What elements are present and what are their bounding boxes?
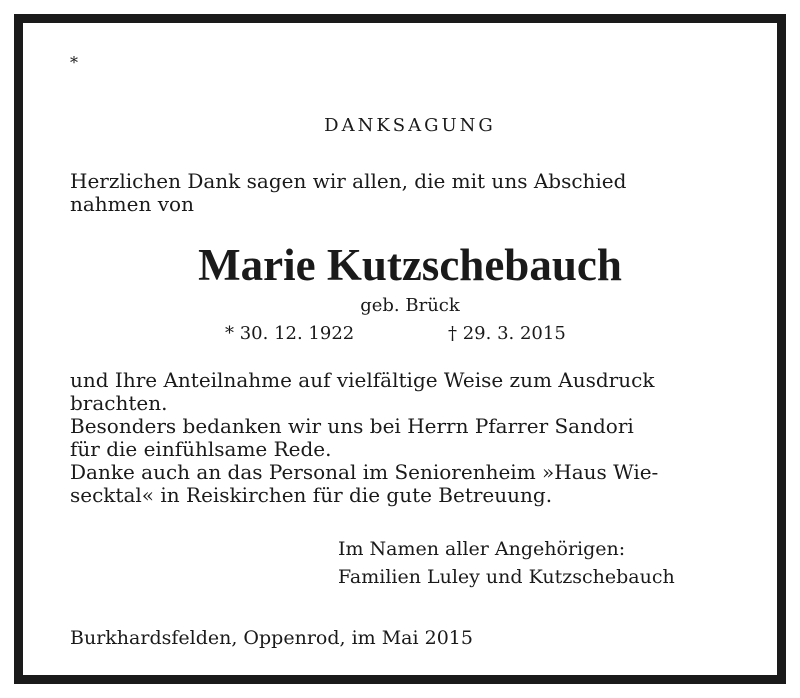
- intro-paragraph: [70, 170, 750, 216]
- pastor-line-1: Besonders bedanken wir uns bei Herrn Pfarrer Sandori: [70, 414, 634, 438]
- place-date: Burkhardsfelden, Oppenrod, im Mai 2015: [70, 627, 473, 649]
- sympathy-paragraph: [70, 369, 750, 415]
- notice-heading: DANKSAGUNG: [324, 115, 496, 136]
- star-mark: *: [70, 53, 78, 72]
- maiden-name: geb. Brück: [360, 295, 460, 316]
- notice-frame: [14, 14, 786, 684]
- intro-line-2: nahmen von: [70, 192, 194, 216]
- pastor-paragraph: [70, 415, 750, 461]
- notice-content: [70, 23, 750, 675]
- sympathy-line-2: brachten.: [70, 391, 168, 415]
- signature-line-1: Im Namen aller Angehörigen:: [338, 538, 626, 560]
- deceased-name: Marie Kutzschebauch: [198, 240, 622, 290]
- death-date: † 29. 3. 2015: [448, 323, 566, 344]
- care-home-line-2: secktal« in Reiskirchen für die gute Betreuung.: [70, 483, 553, 507]
- pastor-line-2: für die einfühlsame Rede.: [70, 437, 332, 461]
- care-home-line-1: Danke auch an das Personal im Seniorenheim »Haus Wie-: [70, 460, 659, 484]
- birth-date: * 30. 12. 1922: [225, 323, 355, 344]
- signature-line-2: Familien Luley und Kutzschebauch: [338, 566, 675, 588]
- intro-line-1: Herzlichen Dank sagen wir allen, die mit uns Abschied: [70, 169, 627, 193]
- care-home-paragraph: [70, 461, 750, 507]
- sympathy-line-1: und Ihre Anteilnahme auf vielfältige Weise zum Ausdruck: [70, 368, 655, 392]
